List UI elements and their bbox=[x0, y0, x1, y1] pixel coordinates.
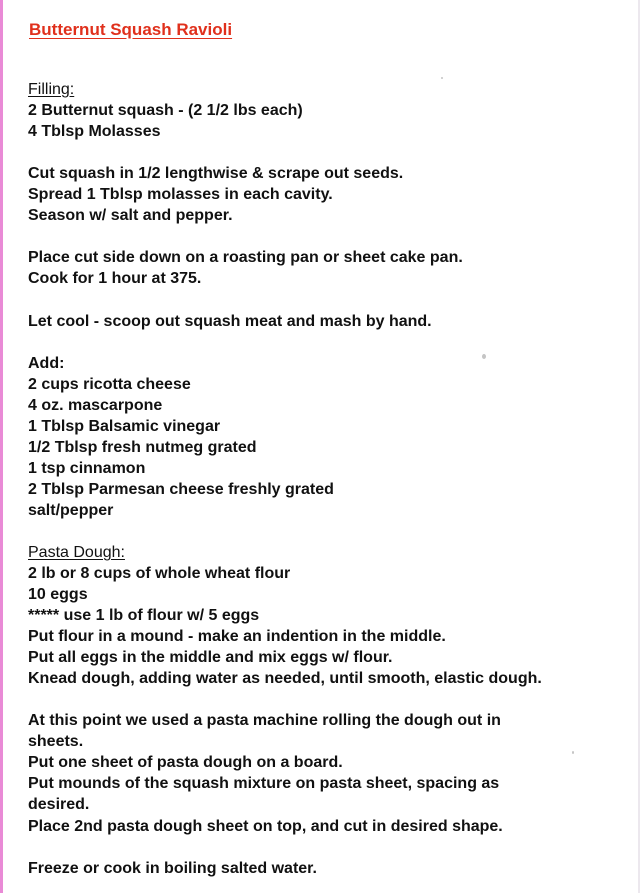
filling-line: Place cut side down on a roasting pan or sheet cake pan. bbox=[28, 249, 463, 266]
page-left-edge bbox=[0, 0, 3, 893]
filling-line: Spread 1 Tblsp molasses in each cavity. bbox=[28, 186, 333, 203]
filling-line: Cut squash in 1/2 lengthwise & scrape out seeds. bbox=[28, 165, 404, 182]
filling-line: 2 Butternut squash - (2 1/2 lbs each) bbox=[28, 102, 303, 119]
filling-line: 1 Tblsp Balsamic vinegar bbox=[28, 418, 221, 435]
pasta-line: desired. bbox=[28, 796, 90, 813]
pasta-line: Place 2nd pasta dough sheet on top, and cut in desired shape. bbox=[28, 818, 503, 835]
filling-line: 4 oz. mascarpone bbox=[28, 397, 163, 414]
pasta-line: Put all eggs in the middle and mix eggs w/ flour. bbox=[28, 649, 393, 666]
filling-heading: Filling: bbox=[28, 81, 75, 98]
scan-speck bbox=[572, 751, 574, 754]
pasta-line: sheets. bbox=[28, 733, 84, 750]
pasta-line: Put one sheet of pasta dough on a board. bbox=[28, 754, 343, 771]
scan-speck bbox=[482, 354, 486, 359]
pasta-line: 10 eggs bbox=[28, 586, 88, 603]
pasta-heading: Pasta Dough: bbox=[28, 544, 125, 561]
filling-line: 2 Tblsp Parmesan cheese freshly grated bbox=[28, 481, 334, 498]
filling-line: salt/pepper bbox=[28, 502, 114, 519]
pasta-line: ***** use 1 lb of flour w/ 5 eggs bbox=[28, 607, 260, 624]
pasta-line: 2 lb or 8 cups of whole wheat flour bbox=[28, 565, 291, 582]
pasta-line: Freeze or cook in boiling salted water. bbox=[28, 860, 317, 877]
filling-line: Cook for 1 hour at 375. bbox=[28, 270, 202, 287]
filling-line: Add: bbox=[28, 355, 65, 372]
filling-line: 1 tsp cinnamon bbox=[28, 460, 146, 477]
filling-line: 2 cups ricotta cheese bbox=[28, 376, 191, 393]
pasta-line: Put mounds of the squash mixture on pasta sheet, spacing as bbox=[28, 775, 500, 792]
filling-line: Let cool - scoop out squash meat and mash by hand. bbox=[28, 313, 432, 330]
filling-line: 1/2 Tblsp fresh nutmeg grated bbox=[28, 439, 257, 456]
filling-line: Season w/ salt and pepper. bbox=[28, 207, 233, 224]
pasta-line: Knead dough, adding water as needed, until smooth, elastic dough. bbox=[28, 670, 542, 687]
pasta-line: Put flour in a mound - make an indention in the middle. bbox=[28, 628, 446, 645]
recipe-title: Butternut Squash Ravioli bbox=[29, 20, 233, 39]
filling-line: 4 Tblsp Molasses bbox=[28, 123, 161, 140]
scan-speck bbox=[441, 77, 443, 79]
pasta-line: At this point we used a pasta machine rolling the dough out in bbox=[28, 712, 501, 729]
